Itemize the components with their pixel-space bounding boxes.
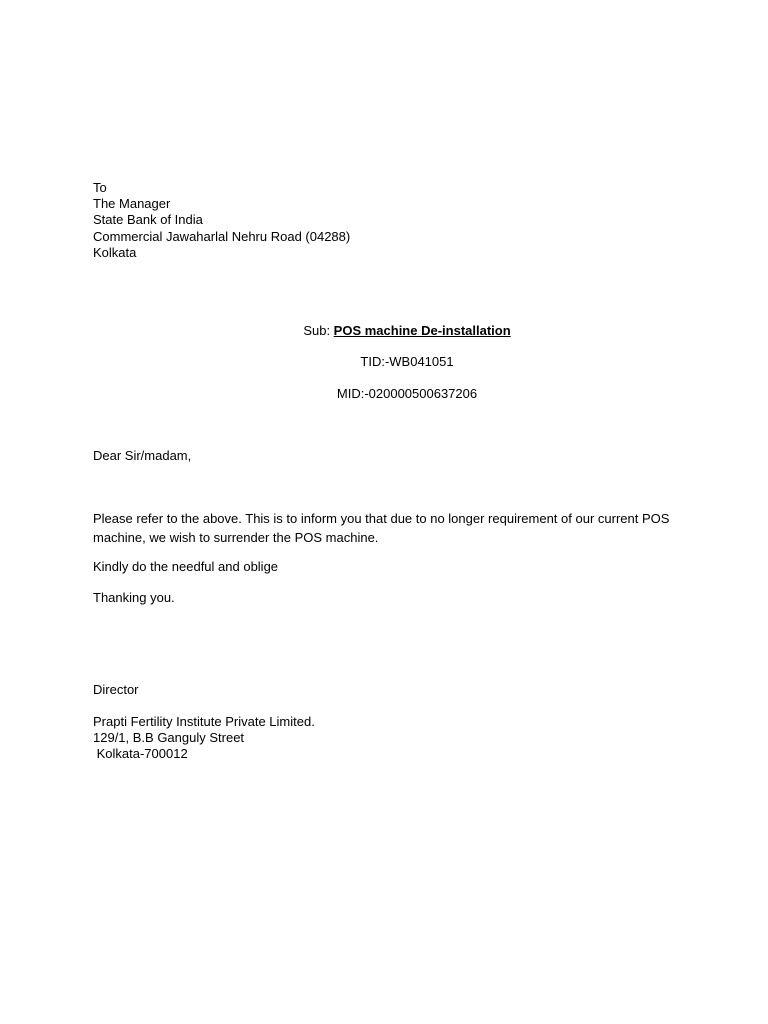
- merchant-id: MID:-020000500637206: [336, 386, 478, 401]
- sender-designation: Director: [93, 682, 139, 697]
- address-city: Kolkata: [93, 244, 137, 260]
- sender-city: Kolkata-700012: [93, 746, 188, 762]
- address-title: The Manager: [93, 196, 171, 212]
- subject-text: POS machine De-installation: [333, 323, 511, 338]
- terminal-id: TID:-WB041051: [360, 354, 454, 369]
- subject-prefix: Sub:: [303, 323, 334, 338]
- recipient-address: [93, 180, 350, 261]
- sender-company: Prapti Fertility Institute Private Limited.: [93, 714, 315, 729]
- subject-line: [0, 323, 768, 338]
- address-bank: State Bank of India: [93, 212, 203, 228]
- sender-street: 129/1, B.B Ganguly Street: [93, 730, 245, 746]
- request-line: Kindly do the needful and oblige: [93, 559, 279, 574]
- salutation: Dear Sir/madam,: [93, 448, 192, 463]
- closing-line: Thanking you.: [93, 590, 175, 605]
- sender-address: [93, 714, 315, 763]
- address-branch: Commercial Jawaharlal Nehru Road (04288): [93, 228, 351, 244]
- address-to: To: [93, 180, 107, 195]
- body-paragraph: Please refer to the above. This is to inform you that due to no longer requirement of our current POS machine, we wish to surrender the POS machine.: [93, 511, 670, 545]
